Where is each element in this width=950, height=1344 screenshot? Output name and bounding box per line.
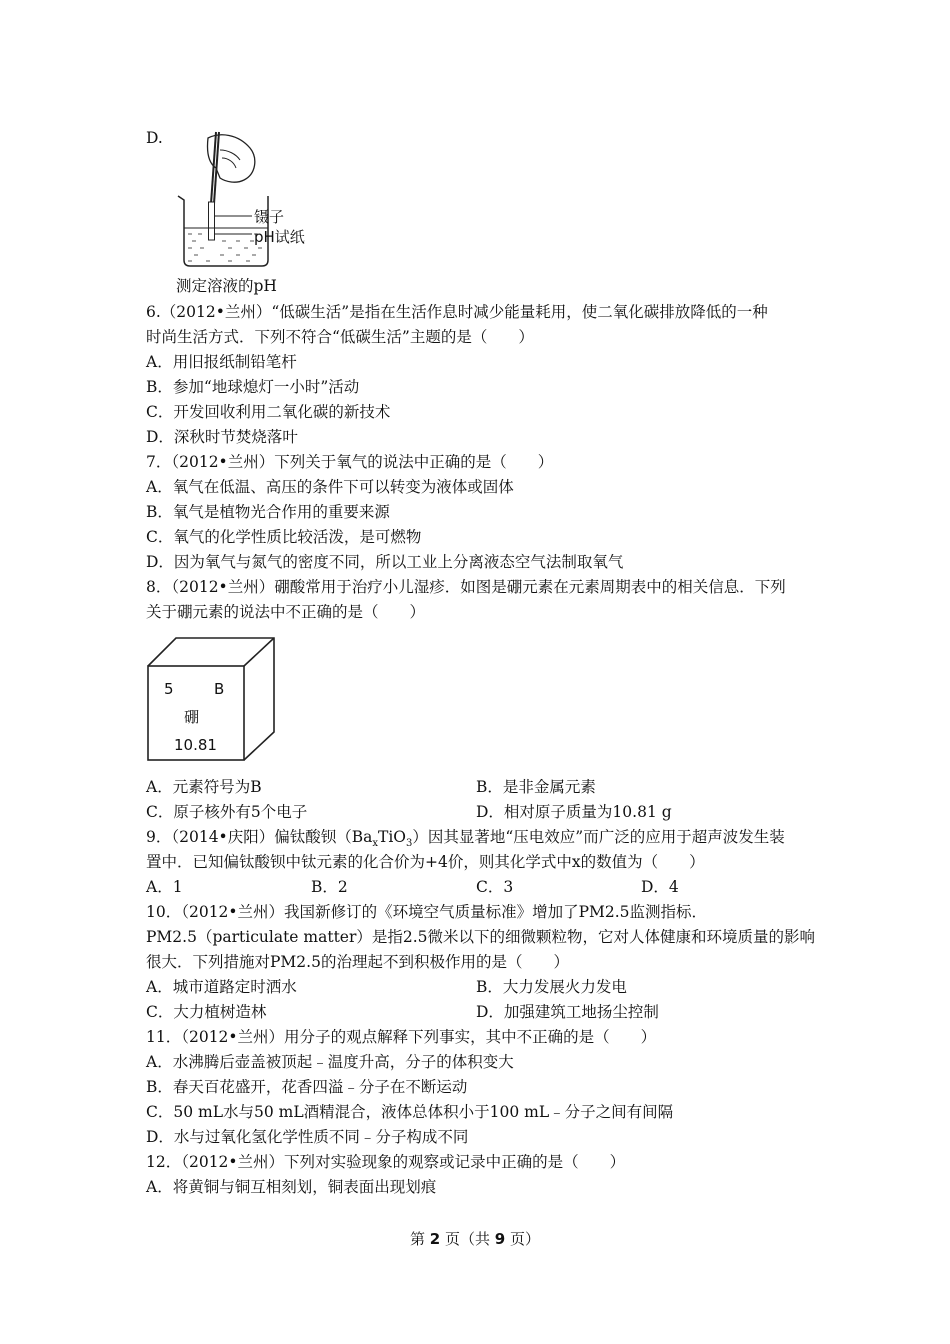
tweezers-label: 镊子 — [254, 208, 285, 226]
q6-option-d: D．深秋时节焚烧落叶 — [146, 428, 298, 446]
q8-stem-line1: 8．（2012•兰州）硼酸常用于治疗小儿湿疹．如图是硼元素在元素周期表中的相关信息．下列 — [146, 578, 786, 596]
boron-element-card — [146, 636, 278, 764]
q9-stem-line2: 置中．已知偏钛酸钡中钛元素的化合价为+4价，则其化学式中x的数值为（ ） — [146, 853, 705, 871]
q10-option-a: A．城市道路定时洒水 — [146, 978, 297, 996]
element-symbol: B — [214, 680, 225, 698]
q6-stem-line2: 时尚生活方式．下列不符合“低碳生活”主题的是（ ） — [146, 328, 534, 346]
q11-option-b: B．春天百花盛开，花香四溢﹣分子在不断运动 — [146, 1078, 468, 1096]
q11-stem: 11．（2012•兰州）用分子的观点解释下列事实，其中不正确的是（ ） — [146, 1028, 657, 1046]
footer-page-number: 2 — [429, 1230, 441, 1248]
q10-stem-line2: PM2.5（particulate matter）是指2.5微米以下的细微颗粒物，它对人体健康和环境质量的影响 — [146, 928, 816, 946]
q9-option-d: D．4 — [641, 878, 679, 896]
q7-option-d: D．因为氧气与氮气的密度不同，所以工业上分离液态空气法制取氧气 — [146, 553, 624, 571]
q12-stem: 12．（2012•兰州）下列对实验现象的观察或记录中正确的是（ ） — [146, 1153, 626, 1171]
q8-option-c: C．原子核外有5个电子 — [146, 803, 308, 821]
ph-paper-icon — [209, 202, 215, 240]
q12-option-a: A．将黄铜与铜互相刻划，铜表面出现划痕 — [146, 1178, 437, 1196]
q6-option-b: B．参加“地球熄灯一小时”活动 — [146, 378, 360, 396]
q7-option-c: C．氧气的化学性质比较活泼，是可燃物 — [146, 528, 422, 546]
q5-option-d-caption: 测定溶液的pH — [176, 277, 277, 295]
q9-sub-3: 3 — [406, 838, 413, 850]
q11-option-d: D．水与过氧化氢化学性质不同﹣分子构成不同 — [146, 1128, 469, 1146]
q11-option-c: C．50 mL水与50 mL酒精混合，液体总体积小于100 mL﹣分子之间有间隔 — [146, 1103, 674, 1121]
q9-sub-x: x — [372, 838, 378, 850]
q8-option-d: D．相对原子质量为10.81 g — [476, 803, 672, 821]
q5-option-d-label: D. — [146, 129, 163, 147]
footer-pre: 第 — [409, 1230, 425, 1248]
footer-total-pages: 9 — [494, 1230, 506, 1248]
q10-stem-line1: 10．（2012•兰州）我国新修订的《环境空气质量标准》增加了PM2.5监测指标． — [146, 903, 708, 921]
q9-prefix: 9．（2014•庆阳）偏钛酸钡（Ba — [146, 828, 373, 846]
q9-stem-line1 — [146, 827, 785, 854]
q10-stem-line3: 很大．下列措施对PM2.5的治理起不到积极作用的是（ ） — [146, 953, 569, 971]
q10-option-c: C．大力植树造林 — [146, 1003, 267, 1021]
q6-stem-line1: 6.（2012•兰州）“低碳生活”是指在生活作息时减少能量耗用，使二氧化碳排放降低的一种 — [146, 303, 768, 321]
q8-option-a: A．元素符号为B — [146, 778, 262, 796]
element-name: 硼 — [184, 708, 200, 726]
q9-mid: TiO — [377, 828, 406, 846]
q7-option-b: B．氧气是植物光合作用的重要来源 — [146, 503, 390, 521]
q10-option-b: B．大力发展火力发电 — [476, 978, 627, 996]
q11-option-a: A．水沸腾后壶盖被顶起﹣温度升高，分子的体积变大 — [146, 1053, 514, 1071]
footer-post: 页） — [510, 1230, 541, 1248]
q6-option-c: C．开发回收利用二氧化碳的新技术 — [146, 403, 391, 421]
q9-option-b: B．2 — [311, 878, 348, 896]
ph-test-illustration — [170, 128, 330, 278]
q9-option-a: A．1 — [146, 878, 183, 896]
q9-option-c: C．3 — [476, 878, 514, 896]
q7-option-a: A．氧气在低温、高压的条件下可以转变为液体或固体 — [146, 478, 514, 496]
q6-option-a: A．用旧报纸制铅笔杆 — [146, 353, 297, 371]
q10-option-d: D．加强建筑工地扬尘控制 — [476, 1003, 659, 1021]
q7-stem: 7．（2012•兰州）下列关于氧气的说法中正确的是（ ） — [146, 453, 554, 471]
footer-mid: 页（共 — [444, 1230, 490, 1248]
element-atomic-number: 5 — [164, 680, 174, 698]
q9-suffix: ）因其显著地“压电效应”而广泛的应用于超声波发生装 — [412, 828, 785, 846]
element-atomic-mass: 10.81 — [174, 736, 217, 754]
page-footer — [0, 1228, 950, 1249]
q8-option-b: B．是非金属元素 — [476, 778, 596, 796]
ph-paper-label: pH试纸 — [254, 228, 305, 246]
q8-stem-line2: 关于硼元素的说法中不正确的是（ ） — [146, 603, 426, 621]
